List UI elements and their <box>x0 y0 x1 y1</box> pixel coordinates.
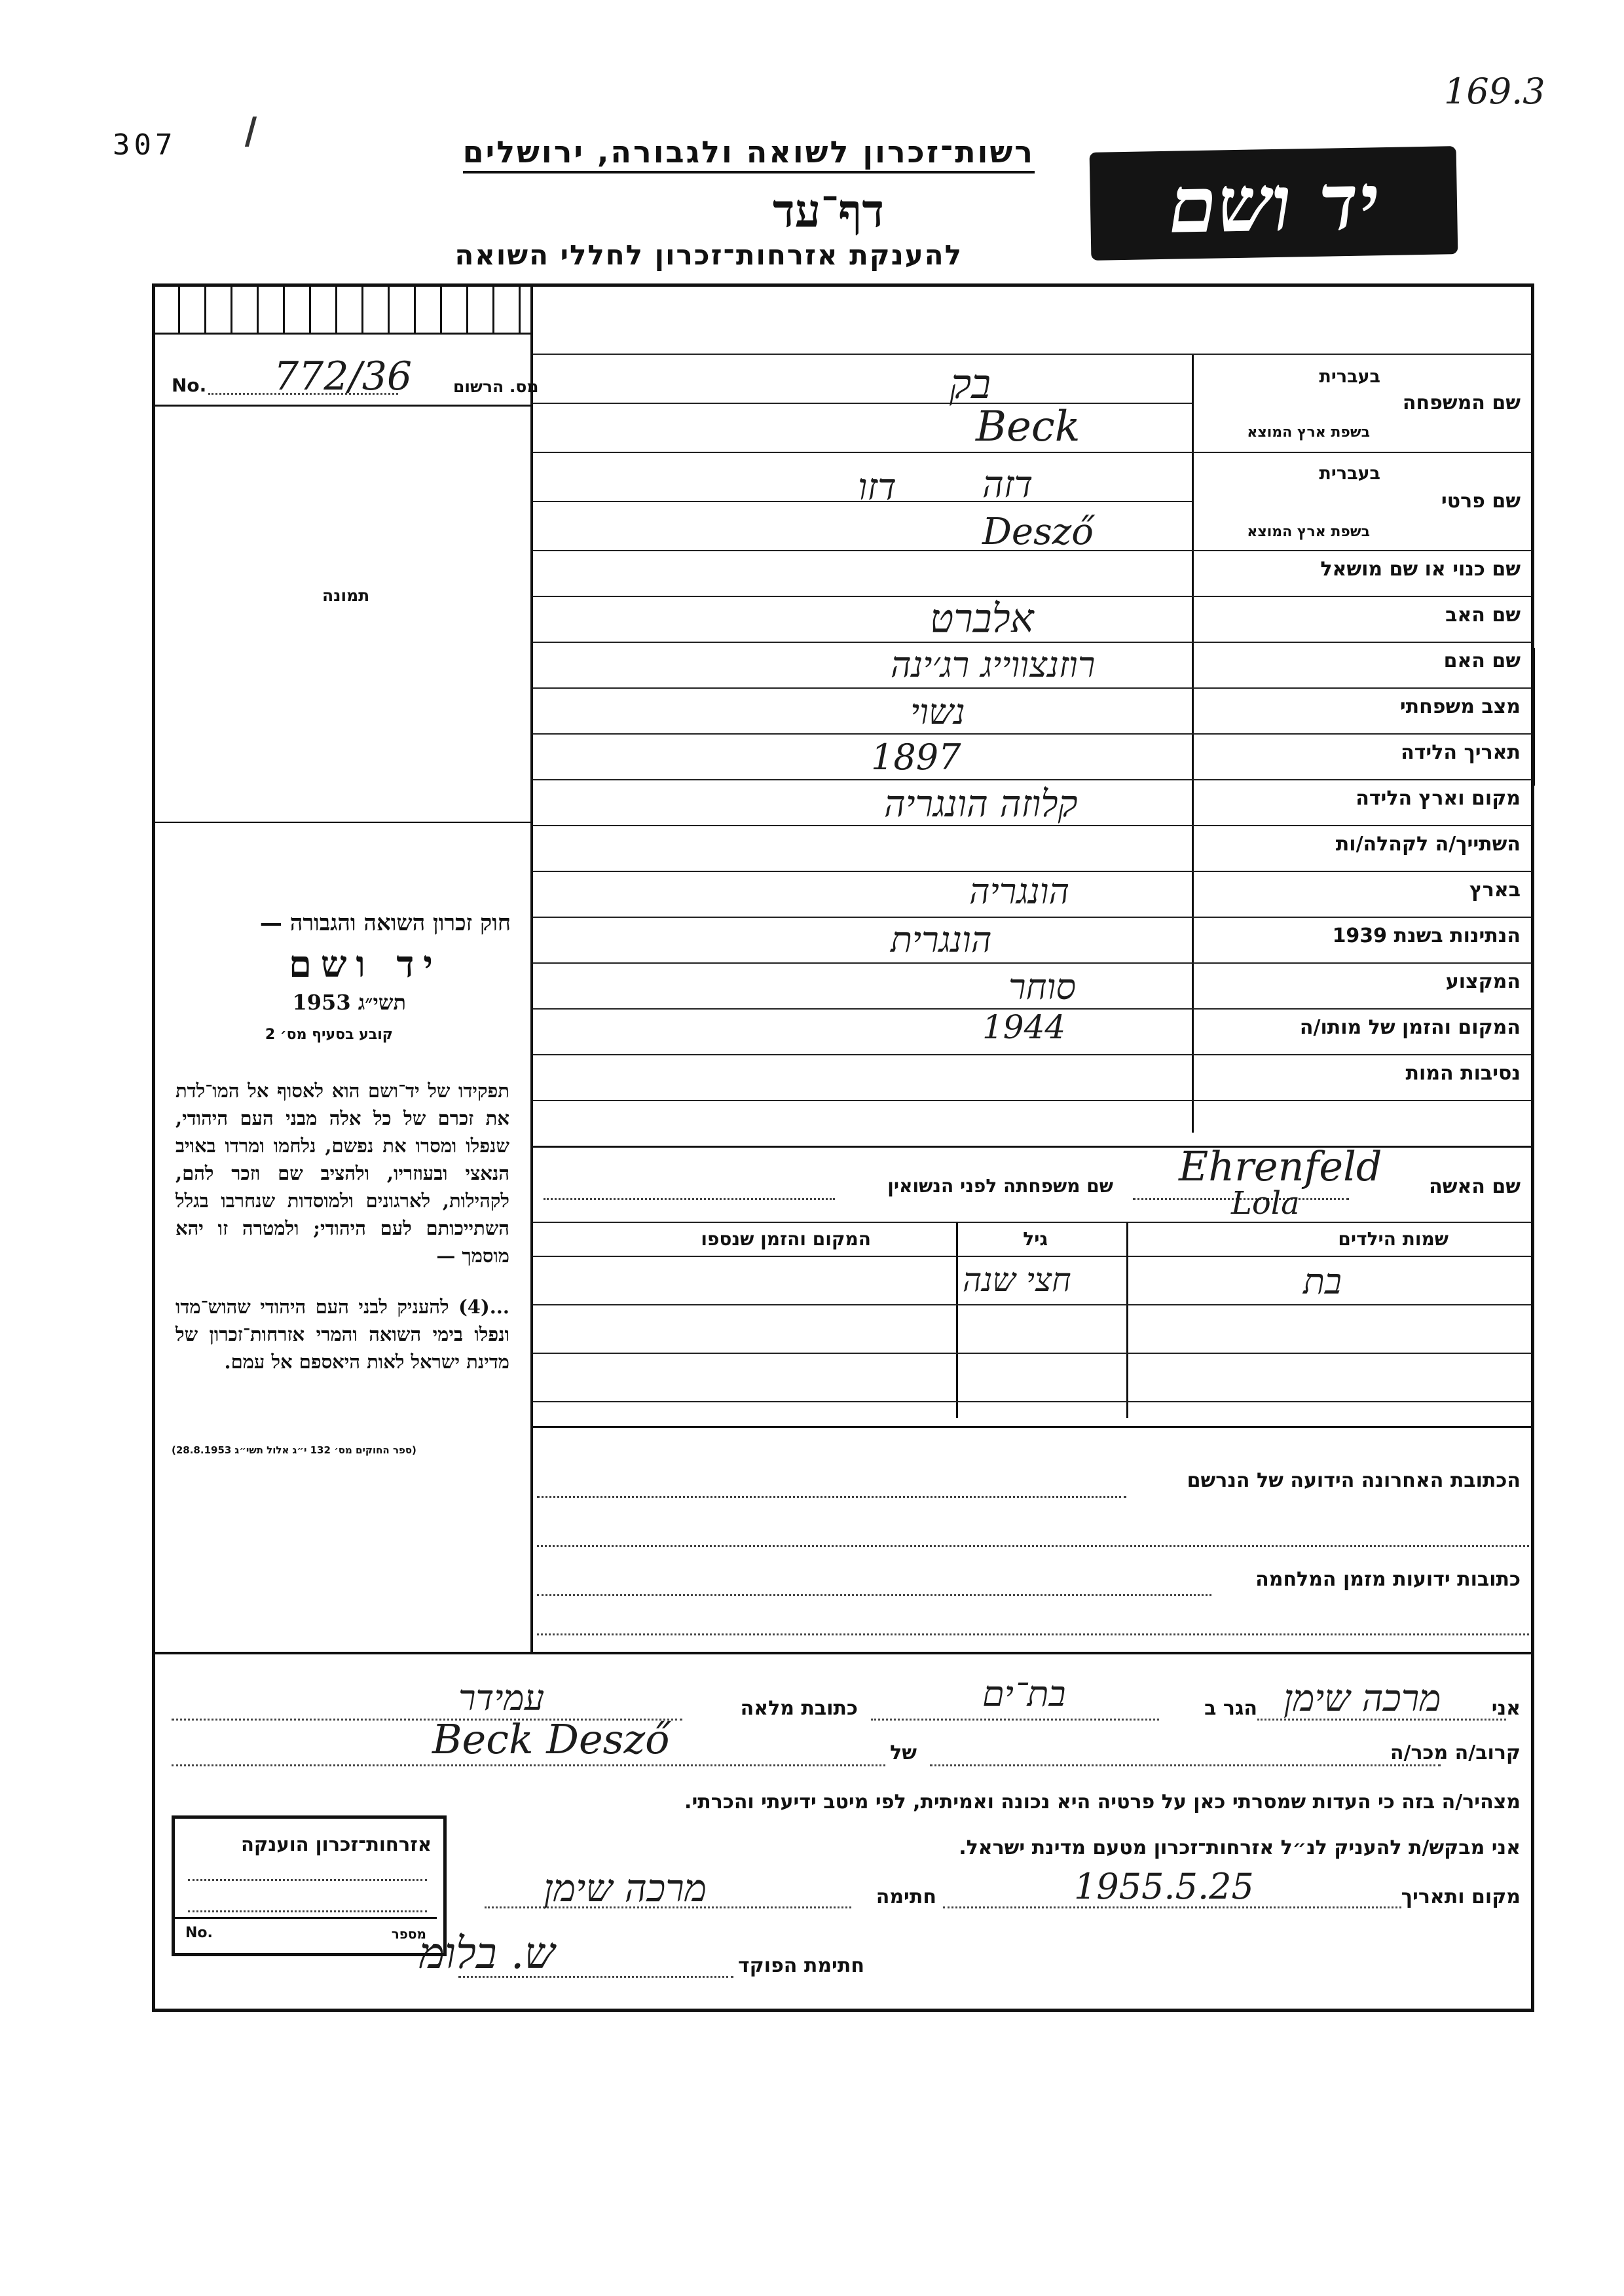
officer-signature-label: חתימת הפוקד <box>738 1954 864 1977</box>
citizenship-value: הונגרית <box>891 919 992 960</box>
birth-place-value: קלוזה הונגריה <box>884 783 1078 826</box>
wife-maiden-label: שם משפחתה לפני הנשואין <box>887 1175 1113 1197</box>
memorial-citizenship-stamp-box <box>172 1815 447 1956</box>
law-body-2: ...(4) להעניק לבני העם היהודי שהוש־מדו ונפלו בימי השואה והמרי אזרחות־זכרון של מדינת ישראל לאות היאספם אל עמם. <box>175 1296 509 1373</box>
request-text: אני מבקש/ת להעניק לנ״ל אזרחות־זכרון מטעם מדינת ישראל. <box>959 1836 1521 1859</box>
row-sep <box>533 917 1531 918</box>
marital-value: נשוי <box>910 691 965 733</box>
reg-rule <box>155 405 530 407</box>
place-date-value: 1955.5.25 <box>1074 1866 1254 1907</box>
stamp-dots-1 <box>188 1879 427 1881</box>
frame-bottom <box>152 2009 1534 2012</box>
stamp-rule <box>175 1917 437 1919</box>
photo-label: תמונה <box>322 586 370 605</box>
declarant-section-rule <box>155 1652 1531 1654</box>
row-sep <box>533 452 1531 453</box>
marital-label: מצב משפחתי <box>1399 695 1521 718</box>
label-column-divider <box>1192 354 1194 1133</box>
wartime-address-label: כתובות ידועות מזמן המלחמה <box>1255 1568 1521 1591</box>
children-names-label: שמות הילדים <box>1338 1228 1449 1250</box>
declarant-address-label: כתובת מלאה <box>740 1697 858 1720</box>
stamp-title: אזרחות־זכרון הוענקה <box>240 1833 432 1855</box>
relative-of-value: Beck Desző <box>432 1715 670 1763</box>
address-dots-3 <box>537 1633 1529 1635</box>
top-number: 307 <box>113 128 177 162</box>
country-label: בארץ <box>1469 879 1521 902</box>
relative-of-dots <box>172 1764 885 1766</box>
children-rule-head <box>533 1256 1531 1257</box>
children-col <box>1126 1222 1128 1418</box>
child-1-age: חצי שנה <box>963 1261 1071 1299</box>
death-value: 1944 <box>982 1008 1066 1046</box>
wife-label: שם האשה <box>1429 1175 1521 1198</box>
wartime-address-dots <box>537 1594 1211 1596</box>
last-address-dots <box>537 1496 1126 1498</box>
declarant-city: בת־ים <box>982 1673 1066 1715</box>
first-name-hebrew-value: דזו <box>858 466 896 509</box>
pencil-mark-icon <box>245 117 274 147</box>
death-label: המקום והזמן של מותו/ה <box>1299 1016 1521 1039</box>
reg-number: 772/36 <box>274 354 413 399</box>
first-name-hebrew-nick-value: דזה <box>982 464 1033 506</box>
profession-value: סוחר <box>1008 966 1077 1008</box>
law-body-1: תפקידו של יד־ושם הוא לאסוף אל המו־לדת את זכרם של כל אלה מבני העם היהודי, שנפלו ומסרו את נפשם, נלחמו ומרדו באויב הנאצי ובעוזריו, ולהציב שם וזכר להם, לקהילות, לארגונים ולמוסדות שנחרבו בגלל השתייכותם לעם היהודי; ולמטרה זו יהא מוסמך — <box>175 1080 509 1267</box>
stamp-number-label: מספר <box>391 1926 426 1942</box>
family-name-label: שם המשפחה <box>1402 392 1521 414</box>
first-name-latin-value: Desző <box>982 511 1094 553</box>
declaration-text: מצהיר/ה בזה כי העדות שמסרתי כאן על פרטיה היא נכונה ואמיתית, לפי מיטב ידיעתי והכרתי. <box>684 1791 1521 1813</box>
sub-row-sep <box>533 403 1192 404</box>
first-name-country-label: בשפת ארץ המוצא <box>1247 524 1370 540</box>
margin-bar-1 <box>1532 648 1535 786</box>
row-sep <box>533 962 1531 964</box>
country-value: הונגריה <box>969 871 1070 912</box>
reg-label: מס. הרשום <box>453 377 539 396</box>
org-title: רשות־זכרון לשואה ולגבורה, ירושלים <box>463 134 1035 173</box>
birth-place-label: מקום וארץ הלידה <box>1356 787 1521 810</box>
children-row <box>533 1353 1531 1354</box>
children-row <box>533 1401 1531 1402</box>
first-name-label: שם פרטי <box>1441 490 1521 513</box>
photo-rule <box>155 822 530 823</box>
officer-signature: ש. בלומ <box>419 1928 555 1978</box>
first-name-hebrew-label: בעברית <box>1319 464 1380 484</box>
law-year: תשי״ג 1953 <box>292 990 406 1015</box>
birth-date-label: תאריך הלידה <box>1401 741 1521 764</box>
wife-surname-value: Ehrenfeld <box>1179 1142 1382 1190</box>
children-bottom-rule <box>533 1426 1531 1428</box>
declarant-name: מרכה שימן <box>1283 1677 1441 1720</box>
frame-left <box>152 283 155 2012</box>
row-sep <box>533 1054 1531 1055</box>
yad-vashem-logo: יד ושם <box>1090 146 1458 261</box>
family-name-hebrew-value: בק <box>950 360 991 408</box>
row-sep <box>533 354 1531 355</box>
children-age-label: גיל <box>1023 1228 1048 1250</box>
row-sep <box>533 687 1531 689</box>
signature-label: חתימה <box>876 1886 936 1908</box>
children-place-label: המקום והזמן שנספו <box>701 1228 871 1250</box>
relative-label: קרוב/ה מכר/ה <box>1390 1741 1521 1764</box>
corner-number: 169.3 <box>1444 71 1545 112</box>
death-circumstances-label: נסיבות המות <box>1405 1062 1521 1085</box>
declarant-address-value: עמידר <box>458 1677 545 1719</box>
citizenship-label: הנתינות בשנת 1939 <box>1332 924 1521 947</box>
no-label: No. <box>172 374 207 396</box>
form-title: דף־עד <box>772 183 884 238</box>
child-1-name: בת <box>1303 1261 1342 1302</box>
children-col <box>956 1222 958 1418</box>
family-name-country-label: בשפת ארץ המוצא <box>1247 424 1370 441</box>
frame-top <box>152 283 1534 287</box>
form-subtitle: להענקת אזרחות־זכרון לחללי השואה <box>454 239 963 271</box>
law-title: יד ושם <box>288 943 442 986</box>
birth-date-value: 1897 <box>871 737 961 778</box>
frame-right <box>1531 283 1534 2012</box>
declarant-city-dots <box>871 1719 1159 1721</box>
father-value: אלברט <box>930 596 1034 642</box>
profession-label: המקצוע <box>1445 970 1521 993</box>
nickname-label: שם כנוי או שם מושאל <box>1320 558 1521 581</box>
mother-value: רוזנצווייג רג׳ינה <box>891 644 1096 685</box>
stamp-dots-2 <box>188 1910 427 1912</box>
row-sep <box>533 1100 1531 1101</box>
wife-first-value: Lola <box>1231 1185 1300 1222</box>
place-date-label: מקום ותאריך <box>1401 1886 1521 1908</box>
mother-label: שם האם <box>1443 649 1521 672</box>
row-sep <box>533 779 1531 780</box>
family-name-latin-value: Beck <box>976 403 1080 451</box>
signature-value: מרכה שימן <box>544 1866 707 1910</box>
children-rule-top <box>533 1222 1531 1223</box>
relative-dots <box>930 1764 1441 1766</box>
declarant-i-label: אני <box>1491 1697 1521 1720</box>
last-address-label: הכתובת האחרונה הידועה של הנרשם <box>1187 1469 1521 1492</box>
left-column-divider <box>530 283 533 1652</box>
address-dots-2 <box>537 1545 1529 1547</box>
law-reference: (ספר החוקים מס׳ 132 י״ג אלול תשי״ג 28.8.1953) <box>172 1444 416 1456</box>
wife-maiden-dots <box>544 1198 835 1200</box>
relative-of-label: של <box>890 1741 917 1764</box>
stamp-no-label: No. <box>185 1925 213 1941</box>
law-subhead: קובע בסעיף מס׳ 2 <box>265 1027 393 1043</box>
declarant-resident-label: הגר ב <box>1204 1697 1257 1720</box>
family-name-hebrew-label: בעברית <box>1319 367 1380 387</box>
row-sep <box>533 733 1531 735</box>
children-row <box>533 1304 1531 1305</box>
law-heading: חוק זכרון השואה והגבורה — <box>259 910 511 936</box>
row-sep <box>533 642 1531 643</box>
father-label: שם האב <box>1445 604 1521 627</box>
community-label: השתייך/ה לקהלה/ות <box>1335 833 1521 856</box>
